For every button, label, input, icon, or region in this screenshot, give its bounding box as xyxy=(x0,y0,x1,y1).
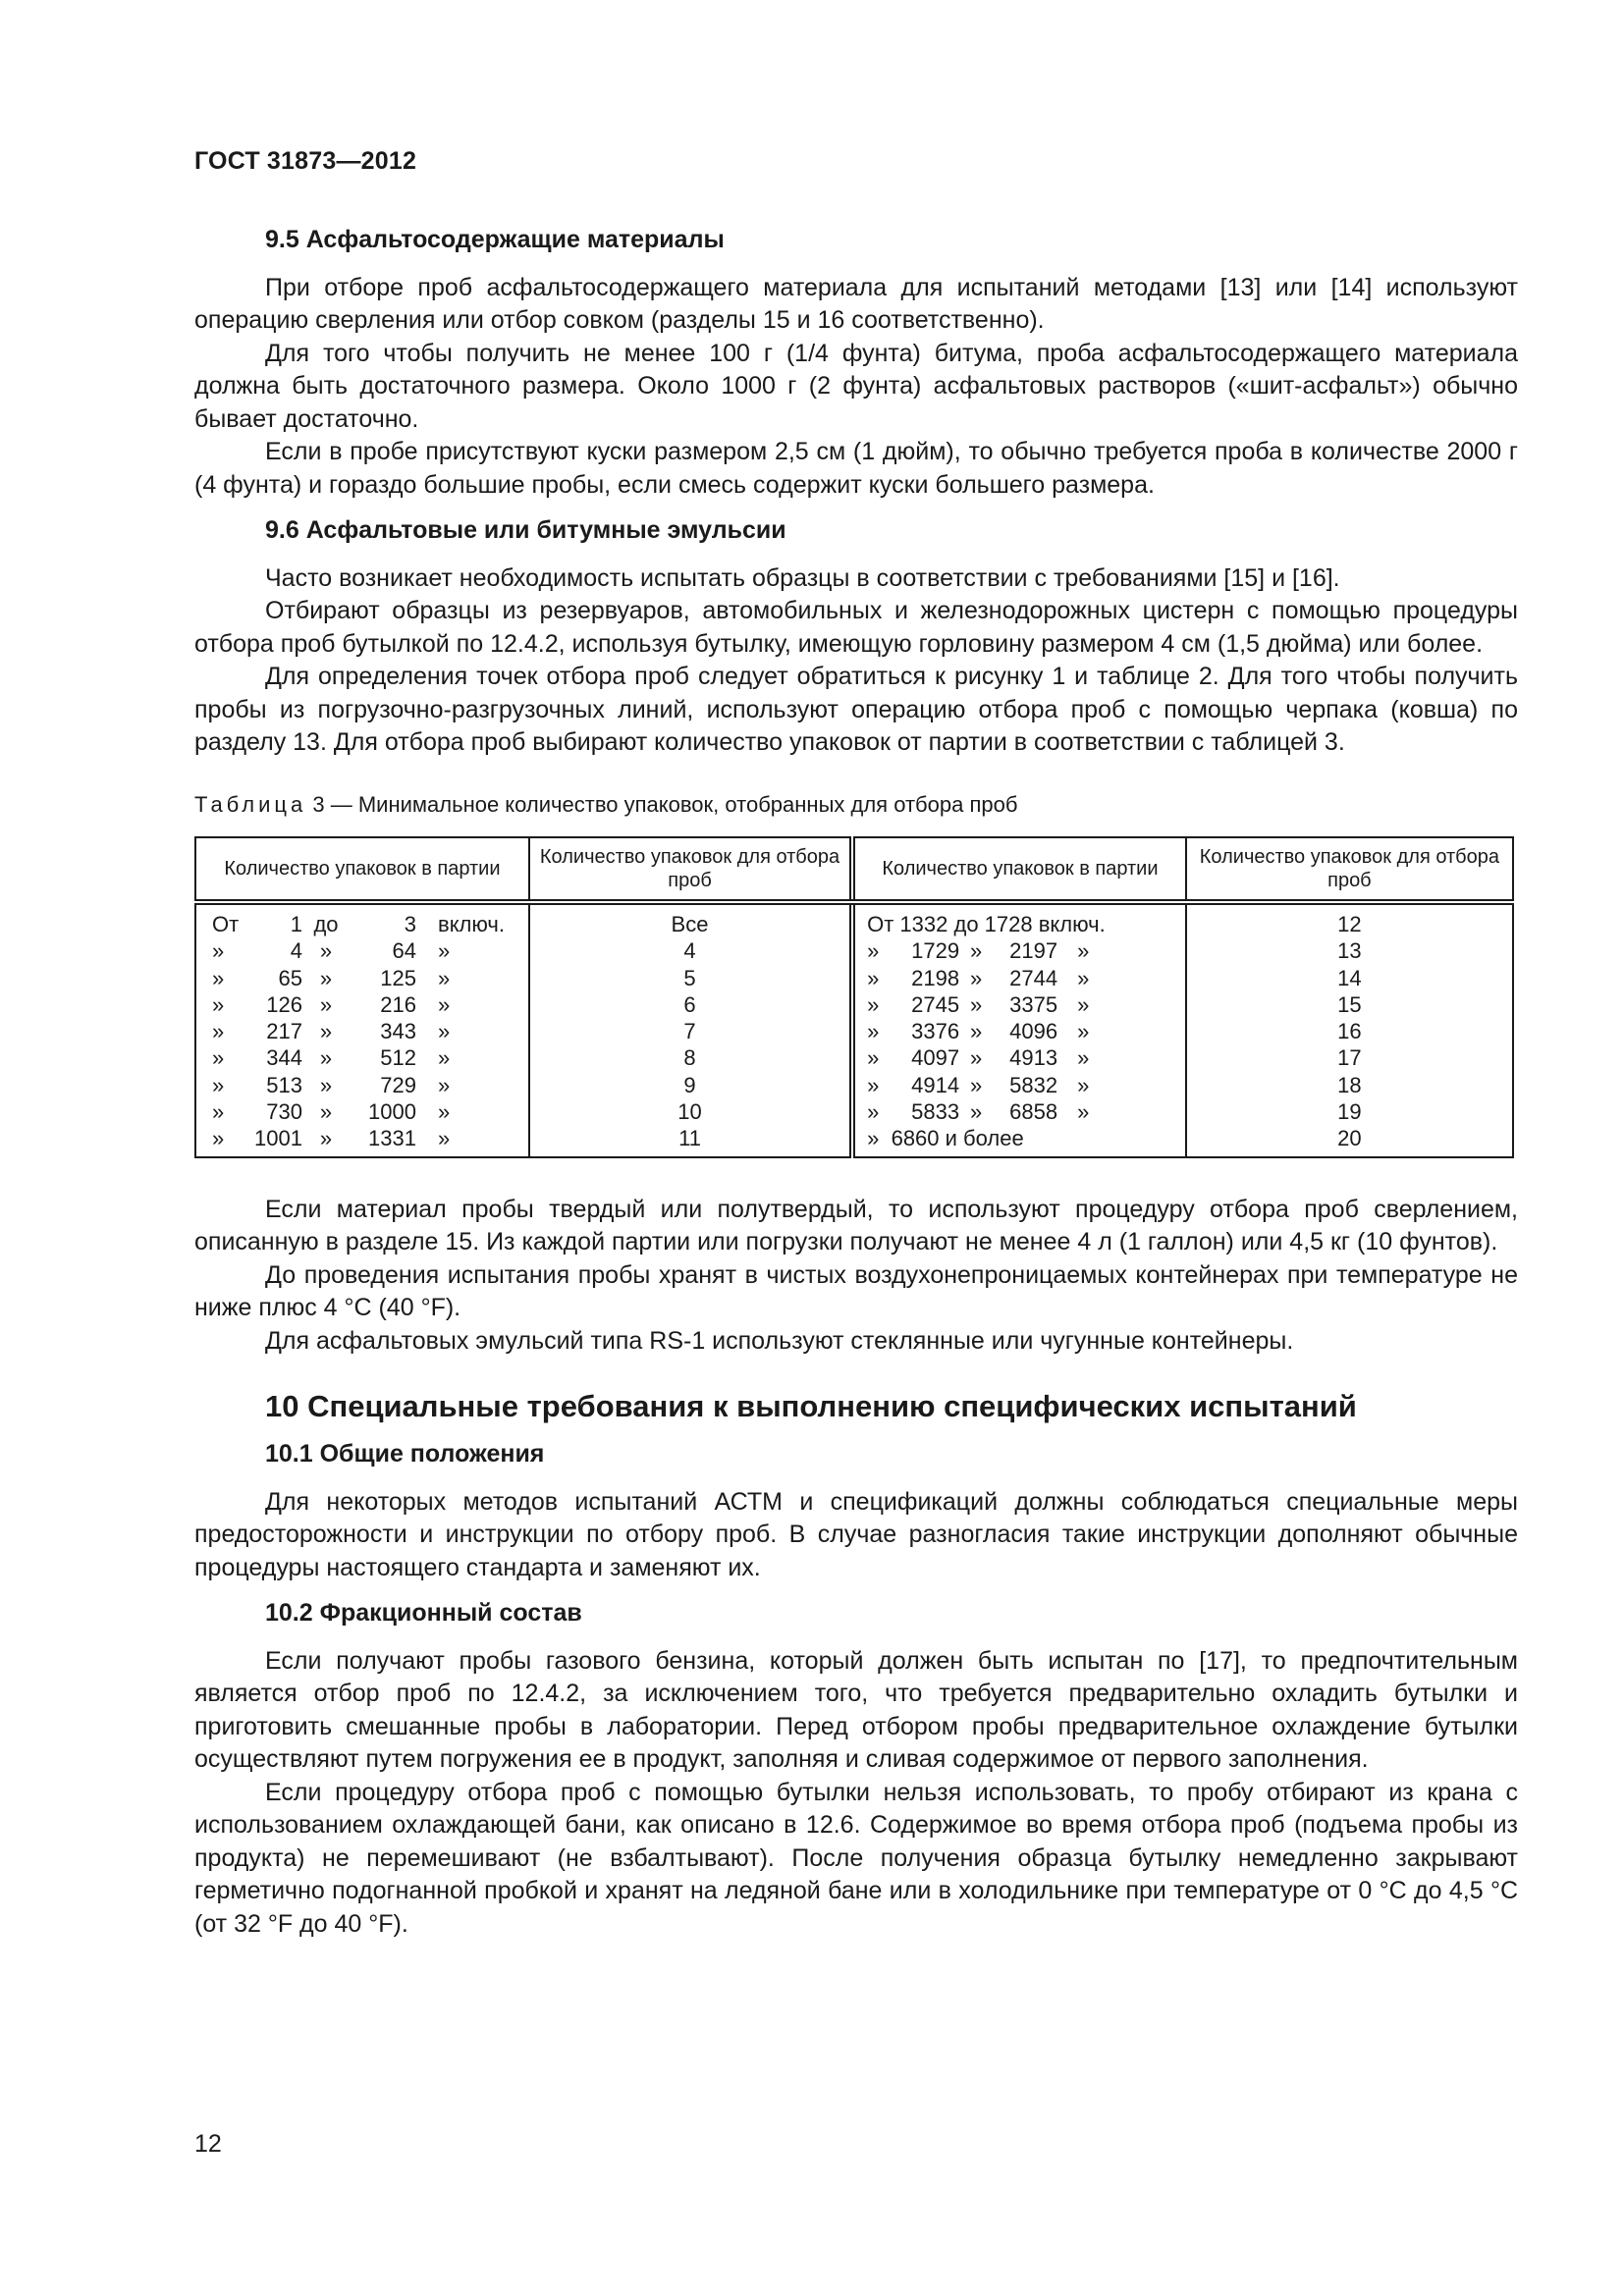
count-cell: 13 xyxy=(1337,938,1362,964)
range-row xyxy=(212,1018,528,1044)
range-cell-part: 3376 xyxy=(911,1019,960,1044)
table-body-row xyxy=(195,902,1513,1157)
range-cell-part: 5833 xyxy=(911,1099,960,1125)
range-cell-part: » xyxy=(319,1126,333,1151)
count-cell: 9 xyxy=(683,1072,696,1097)
range-cell-part: » xyxy=(319,1045,333,1071)
count-cell: 4 xyxy=(683,938,696,964)
range-cell-part: » xyxy=(970,1019,983,1044)
count-cell: 18 xyxy=(1337,1072,1362,1097)
range-cell-part: 344 xyxy=(266,1045,302,1071)
range-cell-part: 216 xyxy=(380,991,416,1017)
range-cell-part: » xyxy=(319,938,333,964)
range-cell-part: » xyxy=(970,965,983,990)
range-cell-part: 4097 xyxy=(911,1045,960,1071)
range-cell-part: 126 xyxy=(266,991,302,1017)
range-cell-part: » xyxy=(212,991,225,1017)
paragraph: Для определения точек отбора проб следует обратиться к рисунку 1 и таблице 2. Для того чтобы получить пробы из погрузочно-разгрузочных линий, используют операцию отбора проб с помощью черпака (ковша) по разделу 13. Для отбора проб выбирают количество упаковок от партии в соответствии с таблицей 3. xyxy=(194,663,1518,756)
range-cell-part: » xyxy=(319,965,333,990)
table-header-row xyxy=(195,837,1513,902)
range-row xyxy=(867,1018,1185,1044)
left-range-column xyxy=(195,902,529,1157)
range-cell-part: 3375 xyxy=(1009,991,1058,1017)
range-cell-part: 4096 xyxy=(1009,1019,1058,1044)
range-cell-part: » xyxy=(438,1072,451,1097)
range-cell-part: » xyxy=(212,1099,225,1125)
section-9-6-title: 9.6 Асфальтовые или битумные эмульсии xyxy=(265,516,786,544)
page-number: 12 xyxy=(194,2130,222,2158)
range-cell-part: » xyxy=(867,1072,880,1097)
paragraph: До проведения испытания пробы хранят в чистых воздухонепроницаемых контейнерах при температуре не ниже плюс 4 °С (40 °F). xyxy=(194,1260,1518,1322)
range-row xyxy=(867,965,1185,991)
section-10-title: 10 Специальные требования к выполнению специфических испытаний xyxy=(265,1389,1357,1424)
range-cell-part: » xyxy=(1077,938,1090,964)
table-caption-label: Таблица xyxy=(194,791,307,817)
range-cell-part: » xyxy=(970,1045,983,1071)
range-cell-part: » xyxy=(319,991,333,1017)
left-count-column xyxy=(529,902,852,1157)
range-row xyxy=(212,991,528,1018)
range-cell-part: » xyxy=(438,1099,451,1125)
paragraph: Если получают пробы газового бензина, который должен быть испытан по [17], то предпочтительным является отбор проб по 12.4.2, за исключением того, что требуется предварительно охладить бутылки и приготовить смешанные пробы в лаборатории. Перед отбором пробы предварительное охлаждение бутылки осуществляют путем погружения ее в продукт, заполняя и сливая содержимое от первого заполнения. xyxy=(194,1646,1518,1774)
range-cell-part: » xyxy=(1077,1045,1090,1071)
table-caption xyxy=(194,788,1518,822)
range-cell-part: 2745 xyxy=(911,991,960,1017)
range-cell-part: » xyxy=(212,1072,225,1097)
range-cell-part: 512 xyxy=(380,1045,416,1071)
range-cell-part: 4 xyxy=(290,938,302,964)
range-cell-part: » xyxy=(438,965,451,990)
table-header-cell: Количество упаковок для отбора проб xyxy=(1186,837,1513,902)
range-row xyxy=(212,911,528,937)
range-cell-part: 3 xyxy=(404,912,416,936)
range-cell-part: » xyxy=(438,938,451,964)
right-count-column xyxy=(1186,902,1513,1157)
range-row xyxy=(867,991,1185,1018)
range-cell-part: » xyxy=(212,938,225,964)
count-cell: 16 xyxy=(1337,1019,1362,1044)
table-header-cell: Количество упаковок для отбора проб xyxy=(529,837,852,902)
range-cell-part: » xyxy=(438,1019,451,1044)
range-row: » 6860 и более xyxy=(867,1126,1024,1151)
range-cell-part: » xyxy=(1077,1072,1090,1097)
range-cell-part: » xyxy=(319,1019,333,1044)
range-cell-part: 730 xyxy=(266,1099,302,1125)
range-cell-part: » xyxy=(1077,1019,1090,1044)
range-row xyxy=(867,1072,1185,1098)
range-cell-part: » xyxy=(438,1045,451,1071)
range-row xyxy=(212,965,528,991)
range-cell-part: включ. xyxy=(438,912,505,936)
range-cell-part: » xyxy=(867,991,880,1017)
range-cell-part: 5832 xyxy=(1009,1072,1058,1097)
range-cell-part: » xyxy=(970,1099,983,1125)
range-cell-part: 1 xyxy=(290,912,302,936)
range-row xyxy=(212,1044,528,1071)
range-cell-part: » xyxy=(212,1126,225,1151)
count-cell: 7 xyxy=(683,1019,696,1044)
count-cell: 17 xyxy=(1337,1045,1362,1071)
range-cell-part: 513 xyxy=(266,1072,302,1097)
document-header: ГОСТ 31873—2012 xyxy=(194,147,417,175)
range-cell-part: » xyxy=(867,1045,880,1071)
count-cell: 20 xyxy=(1337,1126,1362,1151)
count-cell: 6 xyxy=(683,991,696,1017)
range-cell-part: 4913 xyxy=(1009,1045,1058,1071)
range-cell-part: » xyxy=(319,1099,333,1125)
range-cell-part: 65 xyxy=(278,965,302,990)
range-cell-part: 2744 xyxy=(1009,965,1058,990)
table-header-cell: Количество упаковок в партии xyxy=(852,837,1186,902)
right-range-column xyxy=(852,902,1186,1157)
range-cell-part: » xyxy=(970,1072,983,1097)
range-cell-part: 2197 xyxy=(1009,938,1058,964)
range-cell-part: 125 xyxy=(380,965,416,990)
range-row xyxy=(867,1098,1185,1125)
paragraph: Для того чтобы получить не менее 100 г (1/4 фунта) битума, проба асфальтосодержащего материала должна быть достаточного размера. Около 1000 г (2 фунта) асфальтовых растворов («шит-асфальт») обычно бывает достаточно. xyxy=(194,339,1518,433)
count-cell: 15 xyxy=(1337,991,1362,1017)
range-cell-part: » xyxy=(438,1126,451,1151)
range-cell-part: » xyxy=(970,991,983,1017)
count-cell: 11 xyxy=(678,1126,701,1151)
range-cell-part: до xyxy=(313,912,339,936)
range-cell-part: » xyxy=(438,991,451,1017)
range-cell-part: 217 xyxy=(266,1019,302,1044)
count-cell: 14 xyxy=(1337,965,1362,990)
range-cell-part: » xyxy=(867,938,880,964)
table-header-cell: Количество упаковок в партии xyxy=(195,837,529,902)
range-row xyxy=(212,1098,528,1125)
range-cell-part: » xyxy=(867,1099,880,1125)
count-cell: 8 xyxy=(683,1045,696,1071)
range-row xyxy=(212,1125,528,1151)
range-row xyxy=(212,937,528,964)
section-9-5-title: 9.5 Асфальтосодержащие материалы xyxy=(265,226,725,253)
count-cell: 12 xyxy=(1337,912,1362,936)
range-cell-part: 4914 xyxy=(911,1072,960,1097)
section-10-1-title: 10.1 Общие положения xyxy=(265,1440,545,1468)
paragraph: Если процедуру отбора проб с помощью бутылки нельзя использовать, то пробу отбирают из крана с использованием охлаждающей бани, как описано в 12.6. Содержимое во время отбора проб (подъема пробы из продукта) не перемешивают (не взбалтывают). После получения образца бутылку немедленно закрывают герметично подогнанной пробкой и хранят на ледяной бане или в холодильнике при температуре от 0 °С до 4,5 °С (от 32 °F до 40 °F). xyxy=(194,1778,1518,1938)
range-cell-part: 2198 xyxy=(911,965,960,990)
paragraph: Отбирают образцы из резервуаров, автомобильных и железнодорожных цистерн с помощью процедуры отбора проб бутылкой по 12.4.2, используя бутылку, имеющую горловину размером 4 см (1,5 дюйма) или более. xyxy=(194,597,1518,658)
range-cell-part: » xyxy=(867,1019,880,1044)
range-cell-part: » xyxy=(867,965,880,990)
range-cell-part: 1001 xyxy=(254,1126,302,1151)
range-cell-part: » xyxy=(212,965,225,990)
range-row: От 1332 до 1728 включ. xyxy=(867,912,1106,936)
count-cell: 5 xyxy=(683,965,696,990)
section-10-2-title: 10.2 Фракционный состав xyxy=(265,1599,582,1628)
range-cell-part: 1331 xyxy=(368,1126,416,1151)
range-cell-part: » xyxy=(212,1019,225,1044)
paragraph: Часто возникает необходимость испытать образцы в соответствии с требованиями [15] и [16]. xyxy=(265,563,1340,592)
range-cell-part: » xyxy=(319,1072,333,1097)
range-cell-part: 64 xyxy=(392,938,416,964)
range-row xyxy=(867,937,1185,964)
range-cell-part: » xyxy=(212,1045,225,1071)
table-3 xyxy=(194,836,1514,1158)
range-cell-part: 729 xyxy=(380,1072,416,1097)
range-row xyxy=(867,1044,1185,1071)
count-cell: 10 xyxy=(677,1099,702,1125)
range-cell-part: 1729 xyxy=(911,938,960,964)
range-cell-part: » xyxy=(970,938,983,964)
page-content xyxy=(194,224,1518,1941)
paragraph: При отборе проб асфальтосодержащего материала для испытаний методами [13] или [14] используют операцию сверления или отбор совком (разделы 15 и 16 соответственно). xyxy=(194,273,1518,334)
range-cell-part: » xyxy=(1077,965,1090,990)
table-caption-text: 3 — Минимальное количество упаковок, отобранных для отбора проб xyxy=(312,791,1018,817)
range-cell-part: От xyxy=(212,912,240,936)
range-cell-part: » xyxy=(1077,1099,1090,1125)
paragraph: Для некоторых методов испытаний АСТМ и спецификаций должны соблюдаться специальные меры предосторожности и инструкции по отбору проб. В случае разногласия такие инструкции дополняют обычные процедуры настоящего стандарта и заменяют их. xyxy=(194,1487,1518,1581)
range-cell-part: 1000 xyxy=(368,1099,416,1125)
range-row xyxy=(212,1072,528,1098)
range-cell-part: 343 xyxy=(380,1019,416,1044)
paragraph: Если материал пробы твердый или полутвердый, то используют процедуру отбора проб сверлением, описанную в разделе 15. Из каждой партии или погрузки получают не менее 4 л (1 галлон) или 4,5 кг (10 фунтов). xyxy=(194,1195,1518,1256)
count-cell: Все xyxy=(671,912,709,936)
paragraph: Если в пробе присутствуют куски размером 2,5 см (1 дюйм), то обычно требуется проба в количестве 2000 г (4 фунта) и гораздо большие пробы, если смесь содержит куски большего размера. xyxy=(194,438,1518,499)
range-cell-part: 6858 xyxy=(1009,1099,1058,1125)
paragraph: Для асфальтовых эмульсий типа RS-1 используют стеклянные или чугунные контейнеры. xyxy=(265,1326,1294,1355)
count-cell: 19 xyxy=(1337,1099,1362,1125)
range-cell-part: » xyxy=(1077,991,1090,1017)
